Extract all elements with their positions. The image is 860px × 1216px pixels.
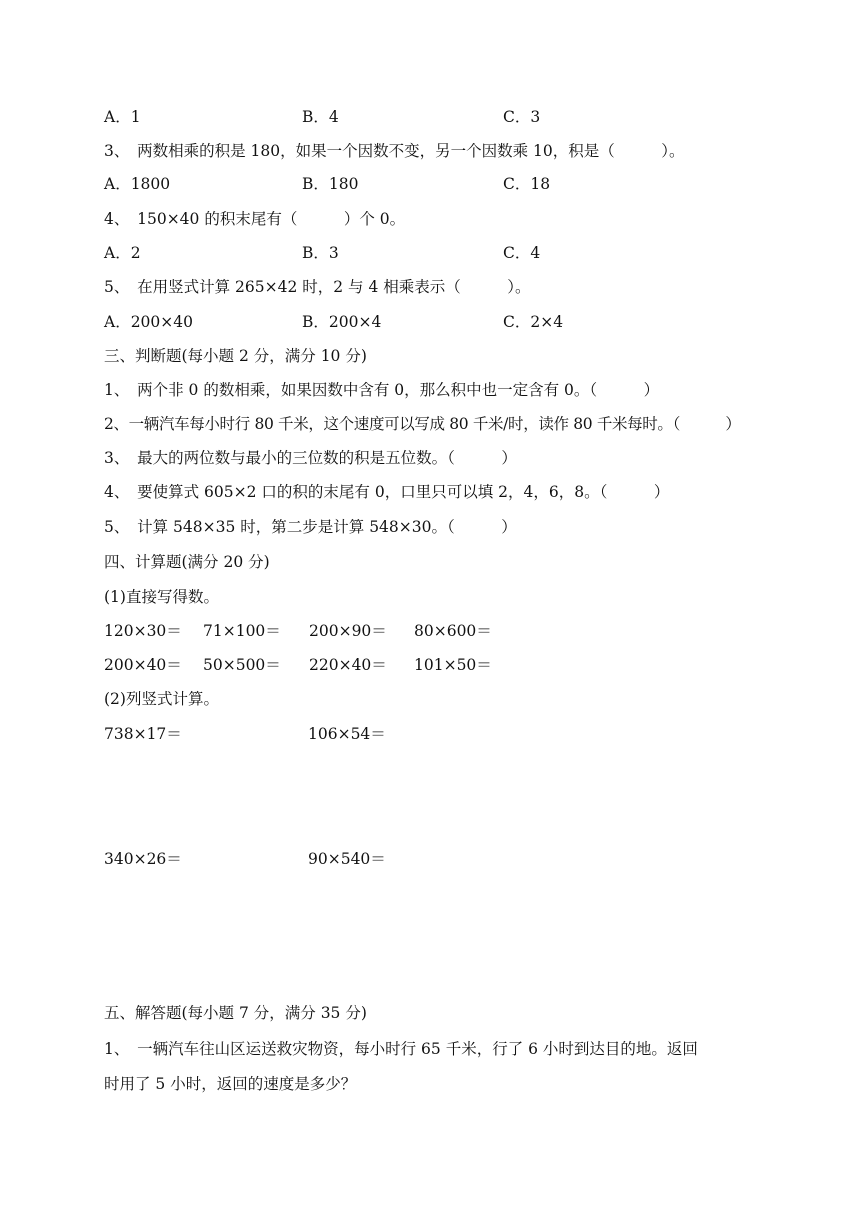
section-3-title: 三、判断题(每小题 2 分，满分 10 分)	[104, 347, 367, 365]
option-c: C．2×4	[503, 313, 564, 331]
vertical-calc-item: 340×26＝	[104, 850, 182, 868]
part-2-title: (2)列竖式计算。	[104, 690, 219, 708]
vertical-calc-item: 738×17＝	[104, 725, 182, 743]
vertical-calc-item: 106×54＝	[308, 725, 386, 743]
word-problem-1-line-1: 1、 一辆汽车往山区运送救灾物资，每小时行 65 千米，行了 6 小时到达目的地。返回	[104, 1040, 698, 1058]
word-problem-1-line-2: 时用了 5 小时，返回的速度是多少？	[104, 1075, 357, 1093]
mental-calc-item: 71×100＝	[203, 622, 281, 640]
judgement-item-2: 2、一辆汽车每小时行 80 千米，这个速度可以写成 80 千米/时，读作 80 千米每时。（ ）	[104, 415, 741, 433]
mental-calc-item: 50×500＝	[203, 656, 281, 674]
question-5-stem: 5、 在用竖式计算 265×42 时，2 与 4 相乘表示（ ）。	[104, 278, 531, 296]
section-4-title: 四、计算题(满分 20 分)	[104, 553, 270, 571]
judgement-item-3: 3、 最大的两位数与最小的三位数的积是五位数。（ ）	[104, 449, 517, 467]
part-1-title: (1)直接写得数。	[104, 588, 219, 606]
mental-calc-item: 101×50＝	[414, 656, 492, 674]
vertical-calc-item: 90×540＝	[308, 850, 386, 868]
question-4-stem: 4、 150×40 的积末尾有（ ）个 0。	[104, 210, 406, 228]
option-a: A．200×40	[104, 313, 193, 331]
mental-calc-item: 200×40＝	[104, 656, 182, 674]
option-c: C．4	[503, 244, 541, 262]
judgement-item-5: 5、 计算 548×35 时，第二步是计算 548×30。（ ）	[104, 518, 517, 536]
option-a: A．1	[104, 108, 141, 126]
option-b: B．3	[302, 244, 339, 262]
judgement-item-4: 4、 要使算式 605×2 口的积的末尾有 0，口里只可以填 2，4，6，8。（ ）	[104, 483, 670, 501]
question-3-stem: 3、 两数相乘的积是 180，如果一个因数不变，另一个因数乘 10，积是（ ）。	[104, 142, 685, 160]
mental-calc-item: 120×30＝	[104, 622, 182, 640]
option-a: A．2	[104, 244, 141, 262]
option-a: A．1800	[104, 175, 171, 193]
mental-calc-item: 220×40＝	[309, 656, 387, 674]
section-5-title: 五、解答题(每小题 7 分，满分 35 分)	[104, 1004, 367, 1022]
option-b: B．180	[302, 175, 359, 193]
mental-calc-item: 200×90＝	[309, 622, 387, 640]
option-c: C．3	[503, 108, 541, 126]
option-c: C．18	[503, 175, 551, 193]
option-b: B．4	[302, 108, 339, 126]
mental-calc-item: 80×600＝	[414, 622, 492, 640]
judgement-item-1: 1、 两个非 0 的数相乘，如果因数中含有 0，那么积中也一定含有 0。（ ）	[104, 381, 660, 399]
option-b: B．200×4	[302, 313, 382, 331]
